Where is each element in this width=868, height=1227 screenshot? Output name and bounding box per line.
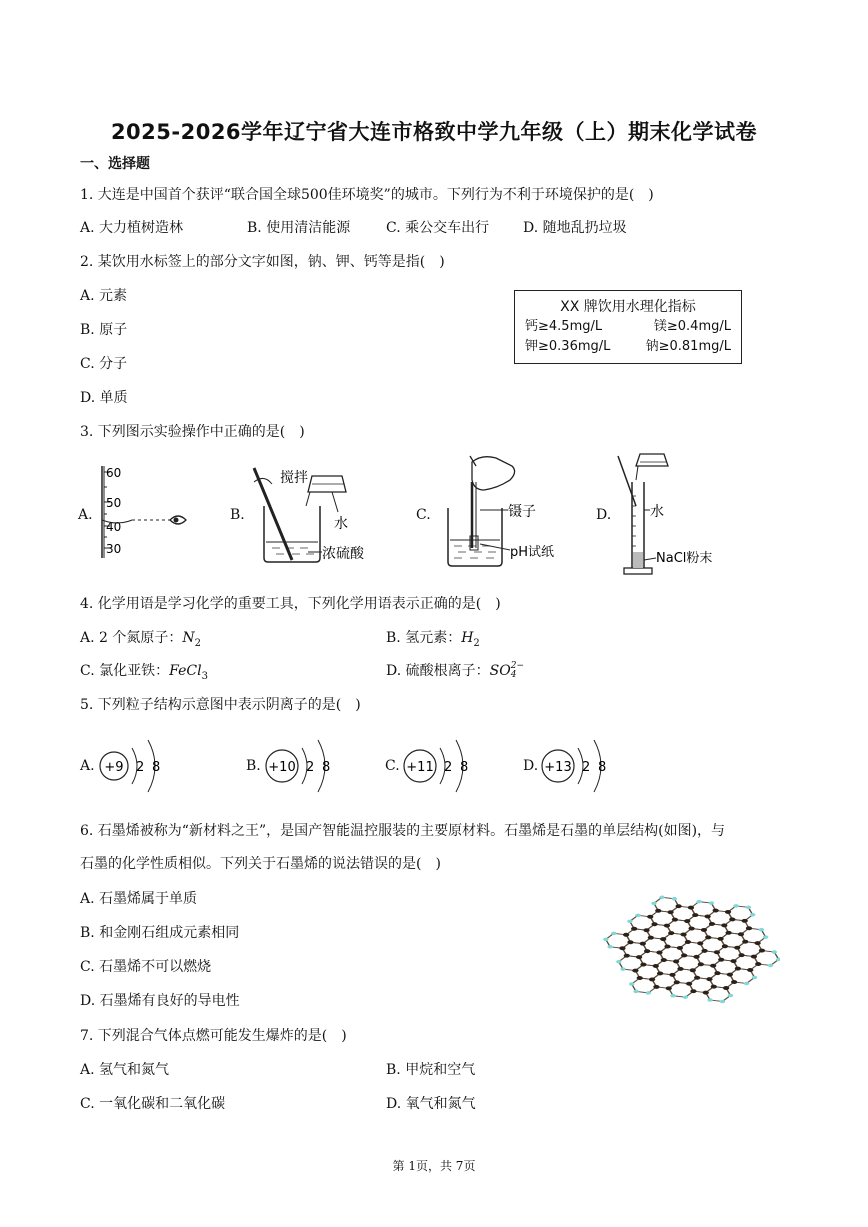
q6-option-c[interactable]: C. 石墨烯不可以燃烧	[80, 959, 212, 975]
q4-d-text: D. 硫酸根离子：	[386, 663, 490, 679]
question-5-stem: 5. 下列粒子结构示意图中表示阴离子的是( )	[80, 697, 361, 713]
page-title: 2025-2026学年辽宁省大连市格致中学九年级（上）期末化学试卷	[110, 120, 758, 144]
label-magnesium: 镁≥0.4mg/L	[653, 319, 731, 334]
q3-option-d[interactable]: D.	[596, 507, 612, 523]
q4-option-c[interactable]	[80, 660, 208, 682]
shell-a-1: 2	[136, 760, 145, 775]
question-2-stem: 2. 某饮用水标签上的部分文字如图，钠、钾、钙等是指( )	[80, 254, 445, 270]
q2-option-d[interactable]: D. 单质	[80, 390, 128, 406]
q7-option-b[interactable]: B. 甲烷和空气	[386, 1062, 476, 1078]
nacl-label: NaCl粉末	[656, 551, 713, 566]
q3-option-b[interactable]: B.	[230, 507, 245, 523]
shell-a-2: 8	[152, 760, 161, 775]
b-water-label: 水	[334, 516, 348, 532]
shell-c-2: 8	[460, 760, 469, 775]
q3-option-a[interactable]: A.	[78, 507, 93, 523]
tick-40: 40	[106, 520, 122, 534]
shell-b-1: 2	[306, 760, 315, 775]
tick-30: 30	[106, 542, 122, 556]
shell-d-1: 2	[582, 760, 591, 775]
q6-option-a[interactable]: A. 石墨烯属于单质	[80, 891, 198, 907]
atom-diagram-b	[262, 728, 346, 804]
acid-dilution-figure	[250, 462, 410, 572]
q4-b-formula: H	[461, 630, 474, 646]
page-footer: 第 1页，共 7页	[392, 1159, 476, 1173]
graphene-figure	[575, 872, 780, 1012]
tick-50: 50	[106, 496, 122, 510]
q4-option-d[interactable]	[386, 660, 524, 680]
question-1-stem: 1. 大连是中国首个获评“联合国全球500佳环境奖”的城市。下列行为不利于环境保护的是( )	[80, 187, 654, 203]
atom-diagram-c	[400, 728, 484, 804]
label-sodium: 钠≥0.81mg/L	[645, 339, 731, 354]
ph-test-figure	[434, 452, 584, 572]
q4-c-formula: FeCl	[169, 663, 202, 679]
shell-b-2: 8	[322, 760, 331, 775]
q5-option-c[interactable]: C.	[385, 758, 400, 774]
q7-option-a[interactable]: A. 氢气和氮气	[80, 1062, 170, 1078]
q4-d-sub: 4	[510, 670, 517, 680]
question-3-stem: 3. 下列图示实验操作中正确的是( )	[80, 424, 305, 440]
q5-option-b[interactable]: B.	[246, 758, 261, 774]
q4-d-sup: 2−	[510, 661, 524, 671]
water-label-box	[514, 290, 742, 364]
q1-option-b[interactable]: B. 使用清洁能源	[247, 220, 351, 236]
q3-option-c[interactable]: C.	[416, 507, 431, 523]
q4-option-a[interactable]	[80, 627, 201, 649]
q1-option-a[interactable]: A. 大力植树造林	[80, 220, 184, 236]
question-4-stem: 4. 化学用语是学习化学的重要工具，下列化学用语表示正确的是( )	[80, 596, 501, 612]
q5-option-a[interactable]: A.	[80, 758, 95, 774]
tick-60: 60	[106, 466, 122, 480]
label-potassium: 钾≥0.36mg/L	[525, 339, 611, 354]
label-calcium: 钙≥4.5mg/L	[525, 319, 603, 334]
q1-option-c[interactable]: C. 乘公交车出行	[386, 220, 490, 236]
q6-option-b[interactable]: B. 和金刚石组成元素相同	[80, 925, 240, 941]
tweezer-label: 镊子	[508, 504, 536, 520]
q2-option-c[interactable]: C. 分子	[80, 356, 128, 372]
q2-option-a[interactable]: A. 元素	[80, 288, 128, 304]
question-6-stem-line-2: 石墨的化学性质相似。下列关于石墨烯的说法错误的是( )	[80, 856, 441, 872]
eye-icon	[170, 516, 186, 524]
shell-d-2: 8	[598, 760, 607, 775]
section-heading: 一、选择题	[80, 156, 150, 172]
q1-option-d[interactable]: D. 随地乱扔垃圾	[523, 220, 627, 236]
water-label-title: XX 牌饮用水理化指标	[560, 299, 696, 315]
q7-option-d[interactable]: D. 氧气和氮气	[386, 1096, 476, 1112]
atom-diagram-a	[96, 728, 176, 804]
dissolve-figure	[616, 452, 736, 577]
q4-d-formula: SO	[489, 663, 511, 679]
nucleus-b: +10	[268, 760, 296, 775]
question-6-stem-line-1: 6. 石墨烯被称为“新材料之王”，是国产智能温控服装的主要原材料。石墨烯是石墨的单层结构(如图)，与	[80, 823, 726, 839]
question-7-stem: 7. 下列混合气体点燃可能发生爆炸的是( )	[80, 1028, 347, 1044]
q4-b-text: B. 氢元素：	[386, 630, 462, 646]
shell-c-1: 2	[444, 760, 453, 775]
atom-diagram-d	[538, 728, 622, 804]
q6-option-d[interactable]: D. 石墨烯有良好的导电性	[80, 993, 240, 1009]
q4-b-sub: 2	[473, 637, 480, 649]
cylinder-reading-figure	[96, 462, 196, 562]
ph-paper-label: pH试纸	[510, 545, 555, 560]
q4-c-text: C. 氯化亚铁：	[80, 663, 170, 679]
nucleus-c: +11	[406, 760, 434, 775]
hand-icon	[470, 456, 515, 490]
q4-a-formula: N	[182, 630, 195, 646]
q7-option-c[interactable]: C. 一氧化碳和二氧化碳	[80, 1096, 226, 1112]
q2-option-b[interactable]: B. 原子	[80, 322, 128, 338]
nucleus-d: +13	[544, 760, 572, 775]
q4-a-sub: 2	[194, 637, 201, 649]
q4-option-b[interactable]	[386, 627, 480, 649]
q4-c-sub: 3	[201, 670, 208, 682]
nucleus-a: +9	[104, 760, 124, 775]
stir-label: 搅拌	[280, 470, 308, 486]
q5-option-d[interactable]: D.	[523, 758, 539, 774]
acid-label: 浓硫酸	[322, 546, 364, 562]
q4-a-text: A. 2 个氮原子：	[80, 630, 183, 646]
d-water-label: 水	[650, 504, 664, 520]
